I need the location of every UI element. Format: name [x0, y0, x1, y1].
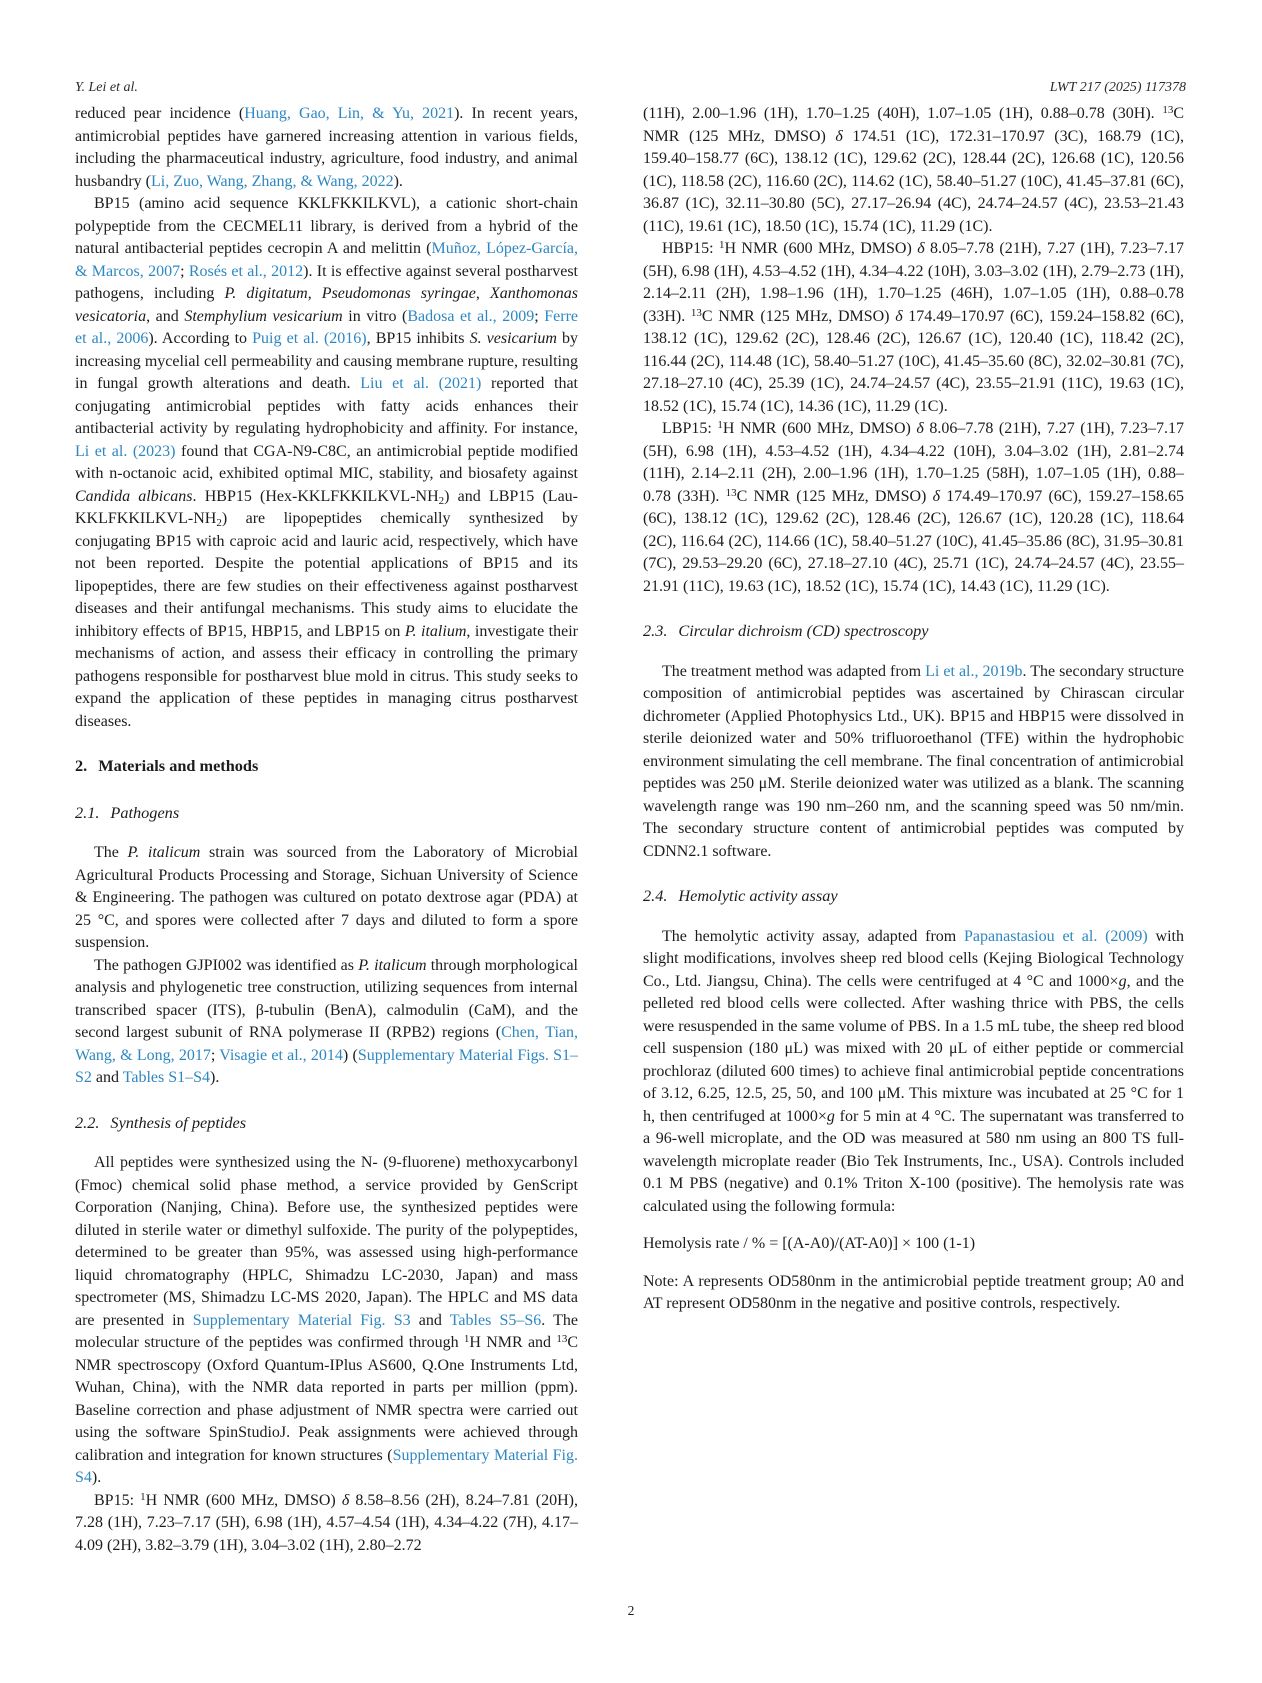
text-run: 8.05–7.78 (21H), 7.27 (1H), 7.23–7.17 (5H), 6.98 (1H), 4.53–4.52 (1H), 4.34–4.22 (10H), 3.03–3.02 (1H), 2.79–2.73 (1H), 2.14–2.11 (2H), 1.98–1.96 (1H), 1.70–1.25 (46H), 1.07–1.05 (1H), 0.88–0.78 (33H).	[643, 240, 1185, 325]
text-run: ;	[180, 262, 189, 280]
citation-link[interactable]: Chen, Tian, Wang, & Long, 2017	[75, 1024, 578, 1064]
text-run: Hemolysis rate / % = [(A-A0)/(AT-A0)] × 100 (1-1)	[643, 1235, 976, 1252]
text-run: ) and LBP15 (Lau-KKLFKKILKVL-NH	[75, 487, 579, 527]
text-run: δ	[341, 1491, 350, 1509]
text-run: ;	[534, 307, 545, 325]
text-run: through morphological analysis and phylogenetic tree construction, utilizing sequences from internal transcribed spacer (ITS), β-tubulin (BenA), calmodulin (CaM), and the second largest subunit of RNA polymerase II (RPB2) regions (	[75, 956, 578, 1041]
subsection-number: 2.2.	[75, 1112, 100, 1132]
page-footer	[0, 1603, 1262, 1619]
text-run: P. italium	[404, 622, 467, 640]
text-run: Candida albicans	[75, 487, 193, 505]
text-run: All peptides were synthesized using the N- (9-fluorene) methoxycarbonyl (Fmoc) chemical solid phase method, a service provided by GenScript Corporation (Nanjing, China). Before use, the synthesized peptides were diluted in sterile water or dimethyl sulfoxide. The purity of the polypeptides, determined to be greater than 95%, was assessed using high-performance liquid chromatography (HPLC, Shimadzu LC-2030, Japan) and mass spectrometer (MS, Shimadzu LC-MS 2020, Japan). The HPLC and MS data are presented in	[75, 1154, 578, 1329]
paragraph-equation-note	[643, 1271, 1184, 1316]
text-run: S. vesicarium	[469, 330, 557, 347]
text-run: C NMR (125 MHz, DMSO)	[643, 105, 1184, 145]
paragraph-pathogen-source	[75, 842, 578, 955]
text-run: and	[91, 1069, 123, 1086]
text-run: ). It is effective against several postharvest pathogens, including	[75, 262, 578, 302]
subsection-title: Hemolytic activity assay	[678, 886, 838, 905]
text-run: The treatment method was adapted from	[662, 662, 926, 680]
paragraph-bp15-nmr-continued	[643, 103, 1184, 238]
text-run: δ	[895, 307, 903, 325]
text-run: 8.58–8.56 (2H), 8.24–7.81 (20H), 7.28 (1H), 7.23–7.17 (5H), 6.98 (1H), 4.57–4.54 (1H), 4.34–4.22 (7H), 4.17–4.09 (2H), 3.82–3.79 (1H), 3.04–3.02 (1H), 2.80–2.72	[75, 1491, 579, 1554]
text-run: H NMR (600 MHz, DMSO)	[145, 1491, 342, 1509]
citation-link[interactable]: Rosés et al., 2012	[188, 262, 304, 280]
text-run: H NMR (600 MHz, DMSO)	[724, 240, 918, 257]
text-run: BP15:	[94, 1491, 141, 1509]
text-run: δ	[932, 487, 941, 505]
text-run: 1	[463, 1333, 470, 1345]
text-run: ) are lipopeptides chemically synthesized by conjugating BP15 with caproic acid and lauric acid, respectively, which have not been reported. Despite the potential applications of BP15 and its lipopeptides, there are few studies on their effectiveness against postharvest diseases and their antifungal mechanisms. This study aims to elucidate the inhibitory effects of BP15, HBP15, and LBP15 on	[75, 510, 578, 640]
citation-link[interactable]: Papanastasiou et al. (2009)	[964, 927, 1148, 945]
subsection-title: Pathogens	[110, 802, 180, 822]
citation-link[interactable]: Supplementary Material Fig. S3	[192, 1311, 411, 1329]
text-run: 13	[1162, 104, 1174, 116]
citation-link[interactable]: Supplementary Material Fig. S4	[75, 1446, 579, 1486]
text-run: g	[826, 1107, 835, 1125]
text-run: 174.49–170.97 (6C), 159.27–158.65 (6C), 138.12 (1C), 129.62 (2C), 128.46 (2C), 126.67 (1C), 120.28 (1C), 118.64 (2C), 116.64 (2C), 114.66 (1C), 58.40–51.27 (10C), 41.45–35.86 (8C), 31.95–30.81 (7C), 29.53–29.20 (6C), 27.18–27.10 (4C), 25.71 (1C), 24.74–24.57 (4C), 23.55–21.91 (11C), 19.63 (1C), 18.52 (1C), 15.74 (1C), 14.43 (1C), 11.29 (1C).	[643, 487, 1184, 595]
text-run: δ	[835, 127, 843, 145]
text-run: ,	[475, 285, 490, 302]
text-run: δ	[916, 420, 924, 437]
text-run: 13	[690, 306, 702, 319]
running-author: Y. Lei et al.	[75, 80, 138, 95]
text-run: ).	[210, 1069, 220, 1086]
text-run: P. italicum	[358, 956, 427, 974]
paragraph-pathogen-identification	[75, 955, 578, 1090]
text-run: Note: A represents OD580nm in the antimicrobial peptide treatment group; A0 and AT represent OD580nm in the negative and positive controls, respectively.	[643, 1272, 1184, 1312]
text-run: g	[1118, 972, 1127, 990]
text-run: , and the pelleted red blood cells were collected. After washing thrice with PBS, the cells were resuspended in the same volume of PBS. In a 1.5 mL tube, the sheep red blood cell suspension (180 μL) was mixed with 20 μL of either peptide or commercial prochloraz (diluted 600 times) to achieve final antimicrobial peptide concentrations of 3.12, 6.25, 12.5, 25, 50, and 100 μM. This mixture was incubated at 25 °C for 1 h, then centrifuged at 1000×	[643, 972, 1184, 1125]
text-run: for 5 min at 4 °C. The supernatant was transferred to a 96-well microplate, and the OD was measured at 580 nm using an 800 TS full-wavelength microplate reader (Bio Tek Instruments, Inc., USA). Controls included 0.1 M PBS (negative) and 0.1% Triton X-100 (positive). The hemolysis rate was calculated using the following formula:	[643, 1107, 1185, 1215]
citation-link[interactable]: Ferre et al., 2006	[75, 307, 578, 347]
paragraph-peptide-synthesis	[75, 1152, 578, 1490]
text-run: . The secondary structure composition of antimicrobial peptides was ascertained by Chirascan circular dichrometer (Applied Photophysics Ltd., UK). BP15 and HBP15 were dissolved in sterile deionized water and 50% trifluoroethanol (TFE) within the hydrophobic environment simulating the cell membrane. The final concentration of antimicrobial peptides was 250 μM. Sterile deionized water was utilized as a blank. The scanning wavelength range was 190 nm–260 nm, and the scanning speed was 50 nm/min. The secondary structure content of antimicrobial peptides was computed by CDNN2.1 software.	[643, 662, 1185, 860]
text-run: ) (	[342, 1046, 358, 1064]
citation-link[interactable]: Tables S1–S4	[122, 1069, 211, 1086]
text-run: ).	[393, 172, 403, 190]
text-run: P. digitatum	[224, 285, 308, 302]
text-run: δ	[917, 240, 925, 257]
text-run: . The molecular structure of the peptides was confirmed through	[75, 1311, 579, 1351]
text-run: The pathogen GJPI002 was identified as	[94, 956, 359, 974]
text-run: HBP15:	[662, 240, 719, 257]
text-run: C NMR (125 MHz, DMSO)	[701, 307, 896, 325]
left-column	[75, 103, 578, 1557]
text-run: C NMR (125 MHz, DMSO)	[736, 487, 933, 505]
paragraph-bp15-background	[75, 193, 578, 733]
paragraph-hemolytic-assay	[643, 926, 1184, 1219]
text-run: 1	[717, 419, 723, 431]
text-run: ,	[307, 285, 322, 302]
text-run: found that CGA-N9-C8C, an antimicrobial peptide modified with n-octanoic acid, exhibited optimal MIC, stability, and biosafety against	[75, 442, 579, 482]
text-run: 1	[718, 239, 725, 251]
text-run: C NMR spectroscopy (Oxford Quantum-IPlus AS600, Q.One Instruments Ltd, Wuhan, China), with the NMR data reported in parts per million (ppm). Baseline correction and phase adjustment of NMR spectra were carried out using the software SpinStudioJ. Peak assignments were achieved through calibration and integration for known structures (	[75, 1334, 579, 1464]
section-number: 2.	[75, 756, 88, 775]
subsection-number: 2.4.	[643, 886, 668, 905]
text-run: ;	[210, 1046, 220, 1064]
text-run: LBP15:	[662, 420, 718, 437]
text-run: Stemphylium vesicarium	[184, 307, 343, 325]
citation-link[interactable]: Muñoz, López-García, & Marcos, 2007	[75, 240, 579, 280]
text-run: . HBP15 (Hex-KKLFKKILKVL-NH	[192, 487, 439, 505]
citation-link[interactable]: Puig et al. (2016)	[252, 330, 367, 347]
text-run: , BP15 inhibits	[366, 330, 470, 347]
subsection-heading-cd-spectroscopy	[643, 620, 1184, 643]
text-run: reported that conjugating antimicrobial peptides with fatty acids enhances their antibacterial activity by regulating hydrophobicity and affinity. For instance,	[75, 375, 579, 437]
paragraph-bp15-nmr	[75, 1490, 578, 1558]
right-column	[643, 103, 1184, 1316]
text-run: 1	[140, 1490, 146, 1503]
section-heading-materials-and-methods	[75, 755, 578, 778]
running-header	[75, 80, 1186, 96]
text-run: strain was sourced from the Laboratory of Microbial Agricultural Products Processing and Storage, Sichuan University of Science & Engineering. The pathogen was cultured on potato dextrose agar (PDA) at 25 °C, and spores were collected after 7 days and diluted to form a spore suspension.	[75, 844, 578, 951]
section-title: Materials and methods	[98, 756, 259, 775]
text-run: The	[94, 844, 128, 861]
subsection-title: Circular dichroism (CD) spectroscopy	[678, 621, 929, 640]
citation-link[interactable]: Li et al. (2023)	[75, 442, 176, 460]
citation-link[interactable]: Tables S5–S6	[449, 1311, 542, 1329]
text-run: The hemolytic activity assay, adapted from	[662, 927, 965, 945]
text-run: H NMR (600 MHz, DMSO)	[722, 420, 917, 437]
text-run: and	[410, 1311, 450, 1329]
page-number: 2	[627, 1603, 635, 1618]
text-run: ). According to	[148, 330, 253, 347]
citation-link[interactable]: Huang, Gao, Lin, & Yu, 2021	[244, 105, 455, 122]
paragraph-cd-spectroscopy	[643, 661, 1184, 864]
text-run: 13	[725, 486, 737, 499]
text-run: ). In recent years, antimicrobial peptides have garnered increasing attention in various fields, including the pharmaceutical industry, agriculture, food industry, and animal husbandry (	[75, 105, 579, 190]
text-run: 2	[438, 494, 445, 507]
journal-citation: LWT 217 (2025) 117378	[1049, 80, 1186, 95]
citation-link[interactable]: Li et al., 2019b	[925, 662, 1023, 680]
text-run: 174.51 (1C), 172.31–170.97 (3C), 168.79 (1C), 159.40–158.77 (6C), 138.12 (1C), 129.62 (2C), 128.44 (2C), 126.68 (1C), 120.56 (1C), 118.58 (2C), 116.60 (2C), 114.62 (1C), 58.40–51.27 (10C), 41.45–37.81 (6C), 36.87 (1C), 32.11–30.80 (5C), 27.17–26.94 (4C), 24.74–24.57 (4C), 23.53–21.43 (11C), 19.61 (1C), 18.50 (1C), 15.74 (1C), 11.29 (1C).	[643, 127, 1185, 235]
paragraph-hbp15-nmr	[643, 238, 1184, 418]
subsection-number: 2.1.	[75, 802, 100, 822]
text-run: 2	[216, 517, 222, 529]
text-run: with slight modifications, involves sheep red blood cells (Kejing Biological Technology Co., Ltd. Jiangsu, China). The cells were centrifuged at 4 °C and 1000×	[643, 927, 1184, 990]
citation-link[interactable]: Supplementary Material Figs. S1–S2	[75, 1046, 579, 1086]
subsection-heading-pathogens	[75, 802, 578, 825]
text-run: by increasing mycelial cell permeability and causing membrane rupture, resulting in fungal growth alterations and death.	[75, 330, 579, 392]
text-run: Pseudomonas syringae	[321, 285, 476, 302]
text-run: , and	[146, 307, 185, 325]
equation-hemolysis-rate	[643, 1233, 1184, 1256]
text-run: (11H), 2.00–1.96 (1H), 1.70–1.25 (40H), 1.07–1.05 (1H), 0.88–0.78 (30H).	[643, 105, 1163, 122]
citation-link[interactable]: Badosa et al., 2009	[407, 307, 535, 325]
text-run: H NMR and	[469, 1334, 557, 1351]
subsection-number: 2.3.	[643, 621, 668, 640]
citation-link[interactable]: Liu et al. (2021)	[360, 375, 482, 392]
subsection-heading-synthesis-of-peptides	[75, 1112, 578, 1135]
subsection-title: Synthesis of peptides	[110, 1112, 247, 1132]
text-run: BP15 (amino acid sequence KKLFKKILKVL), a cationic short-chain polypeptide from the CECMEL11 library, is derived from a hybrid of the natural antibacterial peptides cecropin A and melittin (	[75, 195, 578, 257]
paragraph-intro-continued	[75, 103, 578, 193]
text-run: , investigate their mechanisms of action, and assess their efficacy in controlling the primary pathogens responsible for postharvest blue mold in citrus. This study seeks to expand the application of these peptides in managing citrus postharvest diseases.	[75, 622, 579, 730]
subsection-heading-hemolytic-activity-assay	[643, 885, 1184, 908]
text-run: P. italicum	[127, 844, 201, 861]
text-run: ).	[91, 1469, 102, 1486]
citation-link[interactable]: Visagie et al., 2014	[219, 1046, 343, 1064]
text-run: Xanthomonas vesicatoria	[75, 285, 578, 325]
text-run: reduced pear incidence (	[75, 105, 245, 122]
text-run: in vitro (	[342, 307, 408, 325]
text-run: 174.49–170.97 (6C), 159.24–158.82 (6C), 138.12 (1C), 129.62 (2C), 128.46 (2C), 126.67 (1C), 120.40 (1C), 118.42 (2C), 116.44 (2C), 114.48 (1C), 58.40–51.27 (10C), 41.45–35.60 (8C), 32.02–30.81 (7C), 27.18–27.10 (4C), 25.39 (1C), 24.74–24.57 (4C), 23.55–21.91 (11C), 19.63 (1C), 18.52 (1C), 15.74 (1C), 14.36 (1C), 11.29 (1C).	[643, 307, 1184, 415]
two-column-body	[75, 103, 1187, 1557]
text-run: 13	[556, 1333, 568, 1345]
citation-link[interactable]: Li, Zuo, Wang, Zhang, & Wang, 2022	[150, 172, 394, 190]
text-run: 8.06–7.78 (21H), 7.27 (1H), 7.23–7.17 (5H), 6.98 (1H), 4.53–4.52 (1H), 4.34–4.22 (10H), 3.04–3.02 (1H), 2.81–2.74 (11H), 2.14–2.11 (2H), 2.00–1.96 (1H), 1.70–1.25 (58H), 1.07–1.05 (1H), 0.88–0.78 (33H).	[643, 420, 1185, 505]
paragraph-lbp15-nmr	[643, 418, 1184, 598]
